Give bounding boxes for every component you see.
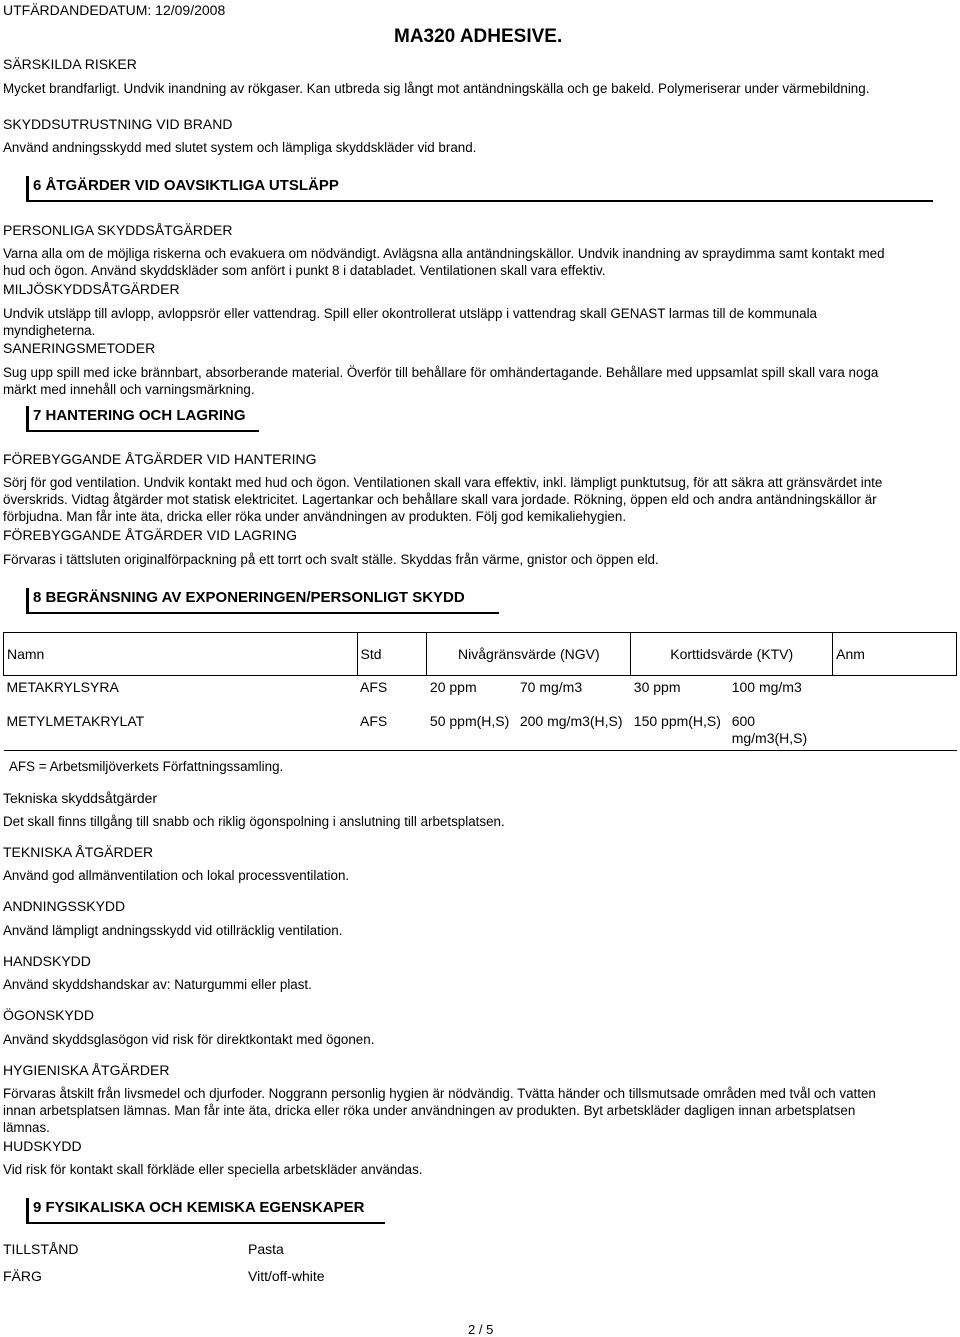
hand-text: Använd skyddshandskar av: Naturgummi eller plast.: [3, 977, 312, 992]
hud-label: HUDSKYDD: [3, 1138, 82, 1154]
prop-value: Pasta: [248, 1241, 284, 1257]
skyddsutrustning-label: SKYDDSUTRUSTNING VID BRAND: [3, 116, 233, 132]
col-namn: Namn: [4, 633, 358, 676]
sanering-label: SANERINGSMETODER: [3, 340, 156, 356]
ogon-label: ÖGONSKYDD: [3, 1007, 95, 1023]
cell-ngv-mg: 200 mg/m3(H,S): [517, 710, 631, 751]
skyddsutrustning-text: Använd andningsskydd med slutet system och lämpliga skyddskläder vid brand.: [3, 140, 477, 155]
cell-namn: METAKRYLSYRA: [6, 679, 119, 695]
col-anm: Anm: [833, 633, 957, 676]
page-number: 2 / 5: [468, 1322, 494, 1337]
section-7-heading: 7 HANTERING OCH LAGRING: [29, 406, 259, 432]
hantering-label: FÖREBYGGANDE ÅTGÄRDER VID HANTERING: [3, 451, 317, 467]
cell-ngv-mg: 70 mg/m3: [519, 679, 583, 695]
hantering-text: Sörj för god ventilation. Undvik kontakt med hud och ögon. Ventilationen skall vara effektiv, inkl. lämpligt punktutsug, för att säkra att gränsvärdet inte överskrids. Vidtag åtgärder mot statisk elektricitet. Lagertankar och behållare skall vara jordade. Rökning, öppen eld och andra antändningskällor är förbjudna. Man får inte äta, dricka eller röka under användningen av produkten. Följ god kemikaliehygien.: [3, 475, 883, 524]
table-row: [4, 676, 957, 711]
section-9-heading: 9 FYSIKALISKA OCH KEMISKA EGENSKAPER: [29, 1198, 385, 1224]
sarskilda-risker-label: SÄRSKILDA RISKER: [3, 56, 137, 72]
cell-ngv-ppm: 20 ppm: [429, 679, 477, 695]
andning-label: ANDNINGSSKYDD: [3, 898, 126, 914]
cell-ktv-ppm: 150 ppm(H,S): [631, 710, 729, 751]
hand-label: HANDSKYDD: [3, 953, 91, 969]
cell-ktv-mg: 600 mg/m3(H,S): [729, 710, 833, 751]
exposure-limits-table: [3, 632, 957, 751]
personliga-label: PERSONLIGA SKYDDSÅTGÄRDER: [3, 222, 233, 238]
cell-anm: [833, 710, 957, 751]
andning-text: Använd lämpligt andningsskydd vid otillräcklig ventilation.: [3, 923, 343, 938]
col-ngv: Nivågränsvärde (NGV): [427, 633, 631, 676]
afs-note: AFS = Arbetsmiljöverkets Författningssamling.: [9, 759, 284, 774]
tekniska-label: Tekniska skyddsåtgärder: [3, 790, 158, 806]
miljo-text: Undvik utsläpp till avlopp, avloppsrör eller vattendrag. Spill eller okontrollerat utsläpp i vattendrag skall GENAST larmas till de kommunala myndigheterna.: [3, 306, 817, 338]
personliga-text: Varna alla om de möjliga riskerna och evakuera om nödvändigt. Avlägsna alla antändningskällor. Undvik inandning av spraydimma samt kontakt med hud och ögon. Använd skyddskläder som anfört i punkt 8 i databladet. Ventilationen skall vara effektiv.: [3, 246, 885, 278]
section-6-heading: 6 ÅTGÄRDER VID OAVSIKTLIGA UTSLÄPP: [29, 176, 933, 202]
section-8-heading: 8 BEGRÄNSNING AV EXPONERINGEN/PERSONLIGT SKYDD: [29, 588, 499, 614]
cell-ngv-ppm: 50 ppm(H,S): [427, 710, 517, 751]
table-header-row: [4, 633, 957, 676]
sanering-text: Sug upp spill med icke brännbart, absorberande material. Överför till behållare för omhändertagande. Behållare med uppsamlat spill skall vara noga märkt med innehåll och varningsmärkning.: [3, 365, 879, 397]
lagring-label: FÖREBYGGANDE ÅTGÄRDER VID LAGRING: [3, 527, 298, 543]
tekniska-atg-label: TEKNISKA ÅTGÄRDER: [3, 844, 154, 860]
cell-ktv-mg: 100 mg/m3: [731, 679, 802, 695]
cell-namn: METYLMETAKRYLAT: [4, 710, 358, 751]
issue-date: UTFÄRDANDEDATUM: 12/09/2008: [3, 2, 226, 18]
col-ktv: Korttidsvärde (KTV): [631, 633, 833, 676]
hygien-label: HYGIENISKA ÅTGÄRDER: [3, 1062, 170, 1078]
table-row: [4, 710, 957, 751]
miljo-label: MILJÖSKYDDSÅTGÄRDER: [3, 281, 180, 297]
hygien-text: Förvaras åtskilt från livsmedel och djurfoder. Noggrann personlig hygien är nödvändig. Tvätta händer och tillsmutsade områden med tvål och vatten innan arbetsplatsen lämnas. Man får inte äta, dricka eller röka under användningen av produkten. Byt arbetskläder dagligen innan arbetsplatsen lämnas.: [3, 1086, 876, 1135]
tekniska-text: Det skall finns tillgång till snabb och riklig ögonspolning i anslutning till arbetsplatsen.: [3, 814, 505, 829]
prop-value: Vitt/off-white: [248, 1268, 325, 1284]
cell-ktv-ppm: 30 ppm: [633, 679, 681, 695]
lagring-text: Förvaras i tättsluten originalförpackning på ett torrt och svalt ställe. Skyddas från värme, gnistor och öppen eld.: [3, 552, 659, 567]
col-std: Std: [357, 633, 427, 676]
tekniska-atg-text: Använd god allmänventilation och lokal processventilation.: [3, 868, 350, 883]
sarskilda-risker-text: Mycket brandfarligt. Undvik inandning av rökgaser. Kan utbreda sig långt mot antändningskälla och ge bakeld. Polymeriserar under värmebildning.: [3, 81, 870, 96]
product-title: MA320 ADHESIVE.: [394, 26, 563, 47]
hud-text: Vid risk för kontakt skall förkläde eller speciella arbetskläder användas.: [3, 1162, 423, 1177]
ogon-text: Använd skyddsglasögon vid risk för direktkontakt med ögonen.: [3, 1032, 375, 1047]
prop-label: FÄRG: [3, 1268, 42, 1284]
cell-anm: [833, 676, 957, 711]
prop-label: TILLSTÅND: [3, 1241, 79, 1257]
cell-std: AFS: [360, 679, 388, 695]
cell-std: AFS: [357, 710, 427, 751]
